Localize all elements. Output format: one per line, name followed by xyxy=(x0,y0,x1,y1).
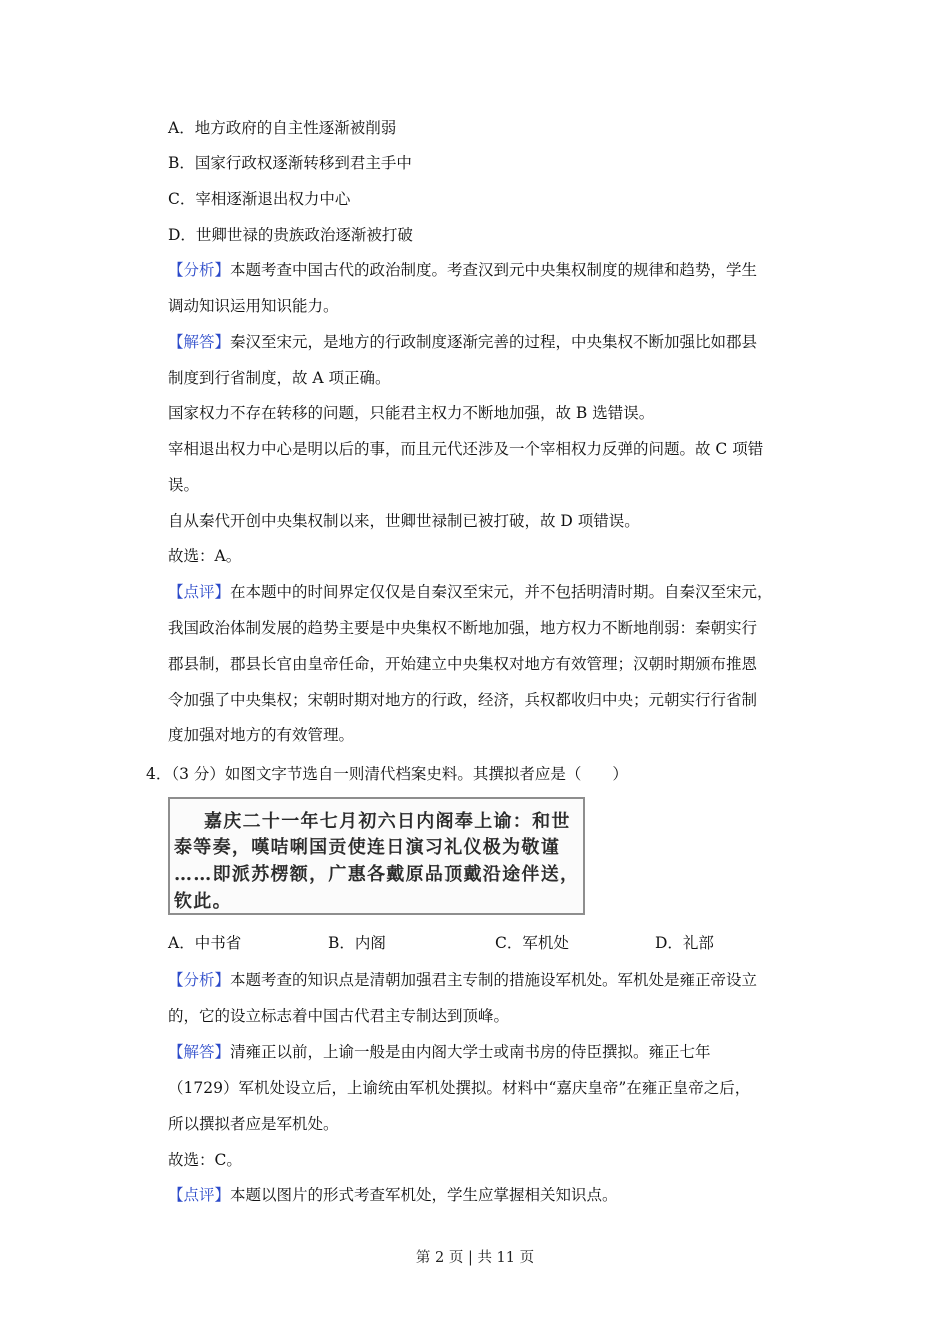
q4-stem: 4．（3 分）如图文字节选自一则清代档案史料。其撰拟者应是（ ） xyxy=(146,765,628,783)
q4-answer-line: 所以撰拟者应是军机处。 xyxy=(168,1115,339,1133)
analysis-tag: 【分析】 xyxy=(168,261,231,279)
q4-analysis: 【分析】本题考查的知识点是清朝加强君主专制的措施设军机处。军机处是雍正帝设立 xyxy=(168,971,758,989)
q3-comment: 【点评】在本题中的时间界定仅仅是自秦汉至宋元，并不包括明清时期。自秦汉至宋元， xyxy=(168,583,773,601)
analysis-tag: 【分析】 xyxy=(168,971,231,989)
q4-option-d: D．礼部 xyxy=(655,934,714,952)
q3-answer-line: 误。 xyxy=(168,476,200,494)
q3-answer: 【解答】秦汉至宋元，是地方的行政制度逐渐完善的过程，中央集权不断加强比如郡县 xyxy=(168,333,758,351)
q3-answer-line: 制度到行省制度，故 A 项正确。 xyxy=(168,369,391,387)
q4-choice: 故选：C。 xyxy=(168,1151,242,1169)
q3-comment-line: 度加强对地方的有效管理。 xyxy=(168,726,355,744)
q3-choice: 故选：A。 xyxy=(168,547,242,565)
q3-comment-line: 郡县制，郡县长官由皇帝任命，开始建立中央集权对地方有效管理；汉朝时期颁布推恩 xyxy=(168,655,758,673)
q4-option-c: C．军机处 xyxy=(495,934,569,952)
q3-option-d: D．世卿世禄的贵族政治逐渐被打破 xyxy=(168,226,413,244)
q4-comment: 【点评】本题以图片的形式考查军机处，学生应掌握相关知识点。 xyxy=(168,1186,618,1204)
archive-line: 泰等奏，嘆咭唎国贡使连日演习礼仪极为敬谨 xyxy=(174,837,560,858)
answer-tag: 【解答】 xyxy=(168,1043,231,1061)
q3-comment-line: 令加强了中央集权；宋朝时期对地方的行政，经济，兵权都收归中央；元朝实行行省制 xyxy=(168,691,758,709)
q3-answer-line: 自从秦代开创中央集权制以来，世卿世禄制已被打破，故 D 项错误。 xyxy=(168,512,640,530)
q3-comment-line: 我国政治体制发展的趋势主要是中央集权不断地加强，地方权力不断地削弱：秦朝实行 xyxy=(168,619,758,637)
q4-option-a: A．中书省 xyxy=(168,934,242,952)
q3-analysis: 【分析】本题考查中国古代的政治制度。考查汉到元中央集权制度的规律和趋势，学生 xyxy=(168,261,758,279)
q3-option-c: C．宰相逐渐退出权力中心 xyxy=(168,190,351,208)
page-footer: 第 2 页 | 共 11 页 xyxy=(415,1250,535,1266)
comment-tag: 【点评】 xyxy=(168,583,231,601)
archive-line: 嘉庆二十一年七月初六日内阁奉上谕：和世 xyxy=(204,811,571,832)
q3-analysis-cont: 调动知识运用知识能力。 xyxy=(168,297,339,315)
q3-answer-line: 宰相退出权力中心是明以后的事，而且元代还涉及一个宰相权力反弹的问题。故 C 项错 xyxy=(168,440,764,458)
q4-analysis-cont: 的，它的设立标志着中国古代君主专制达到顶峰。 xyxy=(168,1007,510,1025)
archive-excerpt-image xyxy=(168,797,585,915)
q4-answer-line: （1729）军机处设立后，上谕统由军机处撰拟。材料中“嘉庆皇帝”在雍正皇帝之后， xyxy=(168,1079,751,1097)
q4-option-b: B．内阁 xyxy=(328,934,386,952)
q3-option-b: B．国家行政权逐渐转移到君主手中 xyxy=(168,154,412,172)
q3-answer-line: 国家权力不存在转移的问题，只能君主权力不断地加强，故 B 选错误。 xyxy=(168,404,655,422)
q4-answer: 【解答】清雍正以前，上谕一般是由内阁大学士或南书房的侍臣撰拟。雍正七年 xyxy=(168,1043,711,1061)
archive-line: 钦此。 xyxy=(174,891,232,912)
q3-option-a: A．地方政府的自主性逐渐被削弱 xyxy=(168,119,397,137)
archive-line: ……即派苏楞额，广惠各戴原品顶戴沿途伴送， xyxy=(174,864,580,885)
comment-tag: 【点评】 xyxy=(168,1186,231,1204)
answer-tag: 【解答】 xyxy=(168,333,231,351)
